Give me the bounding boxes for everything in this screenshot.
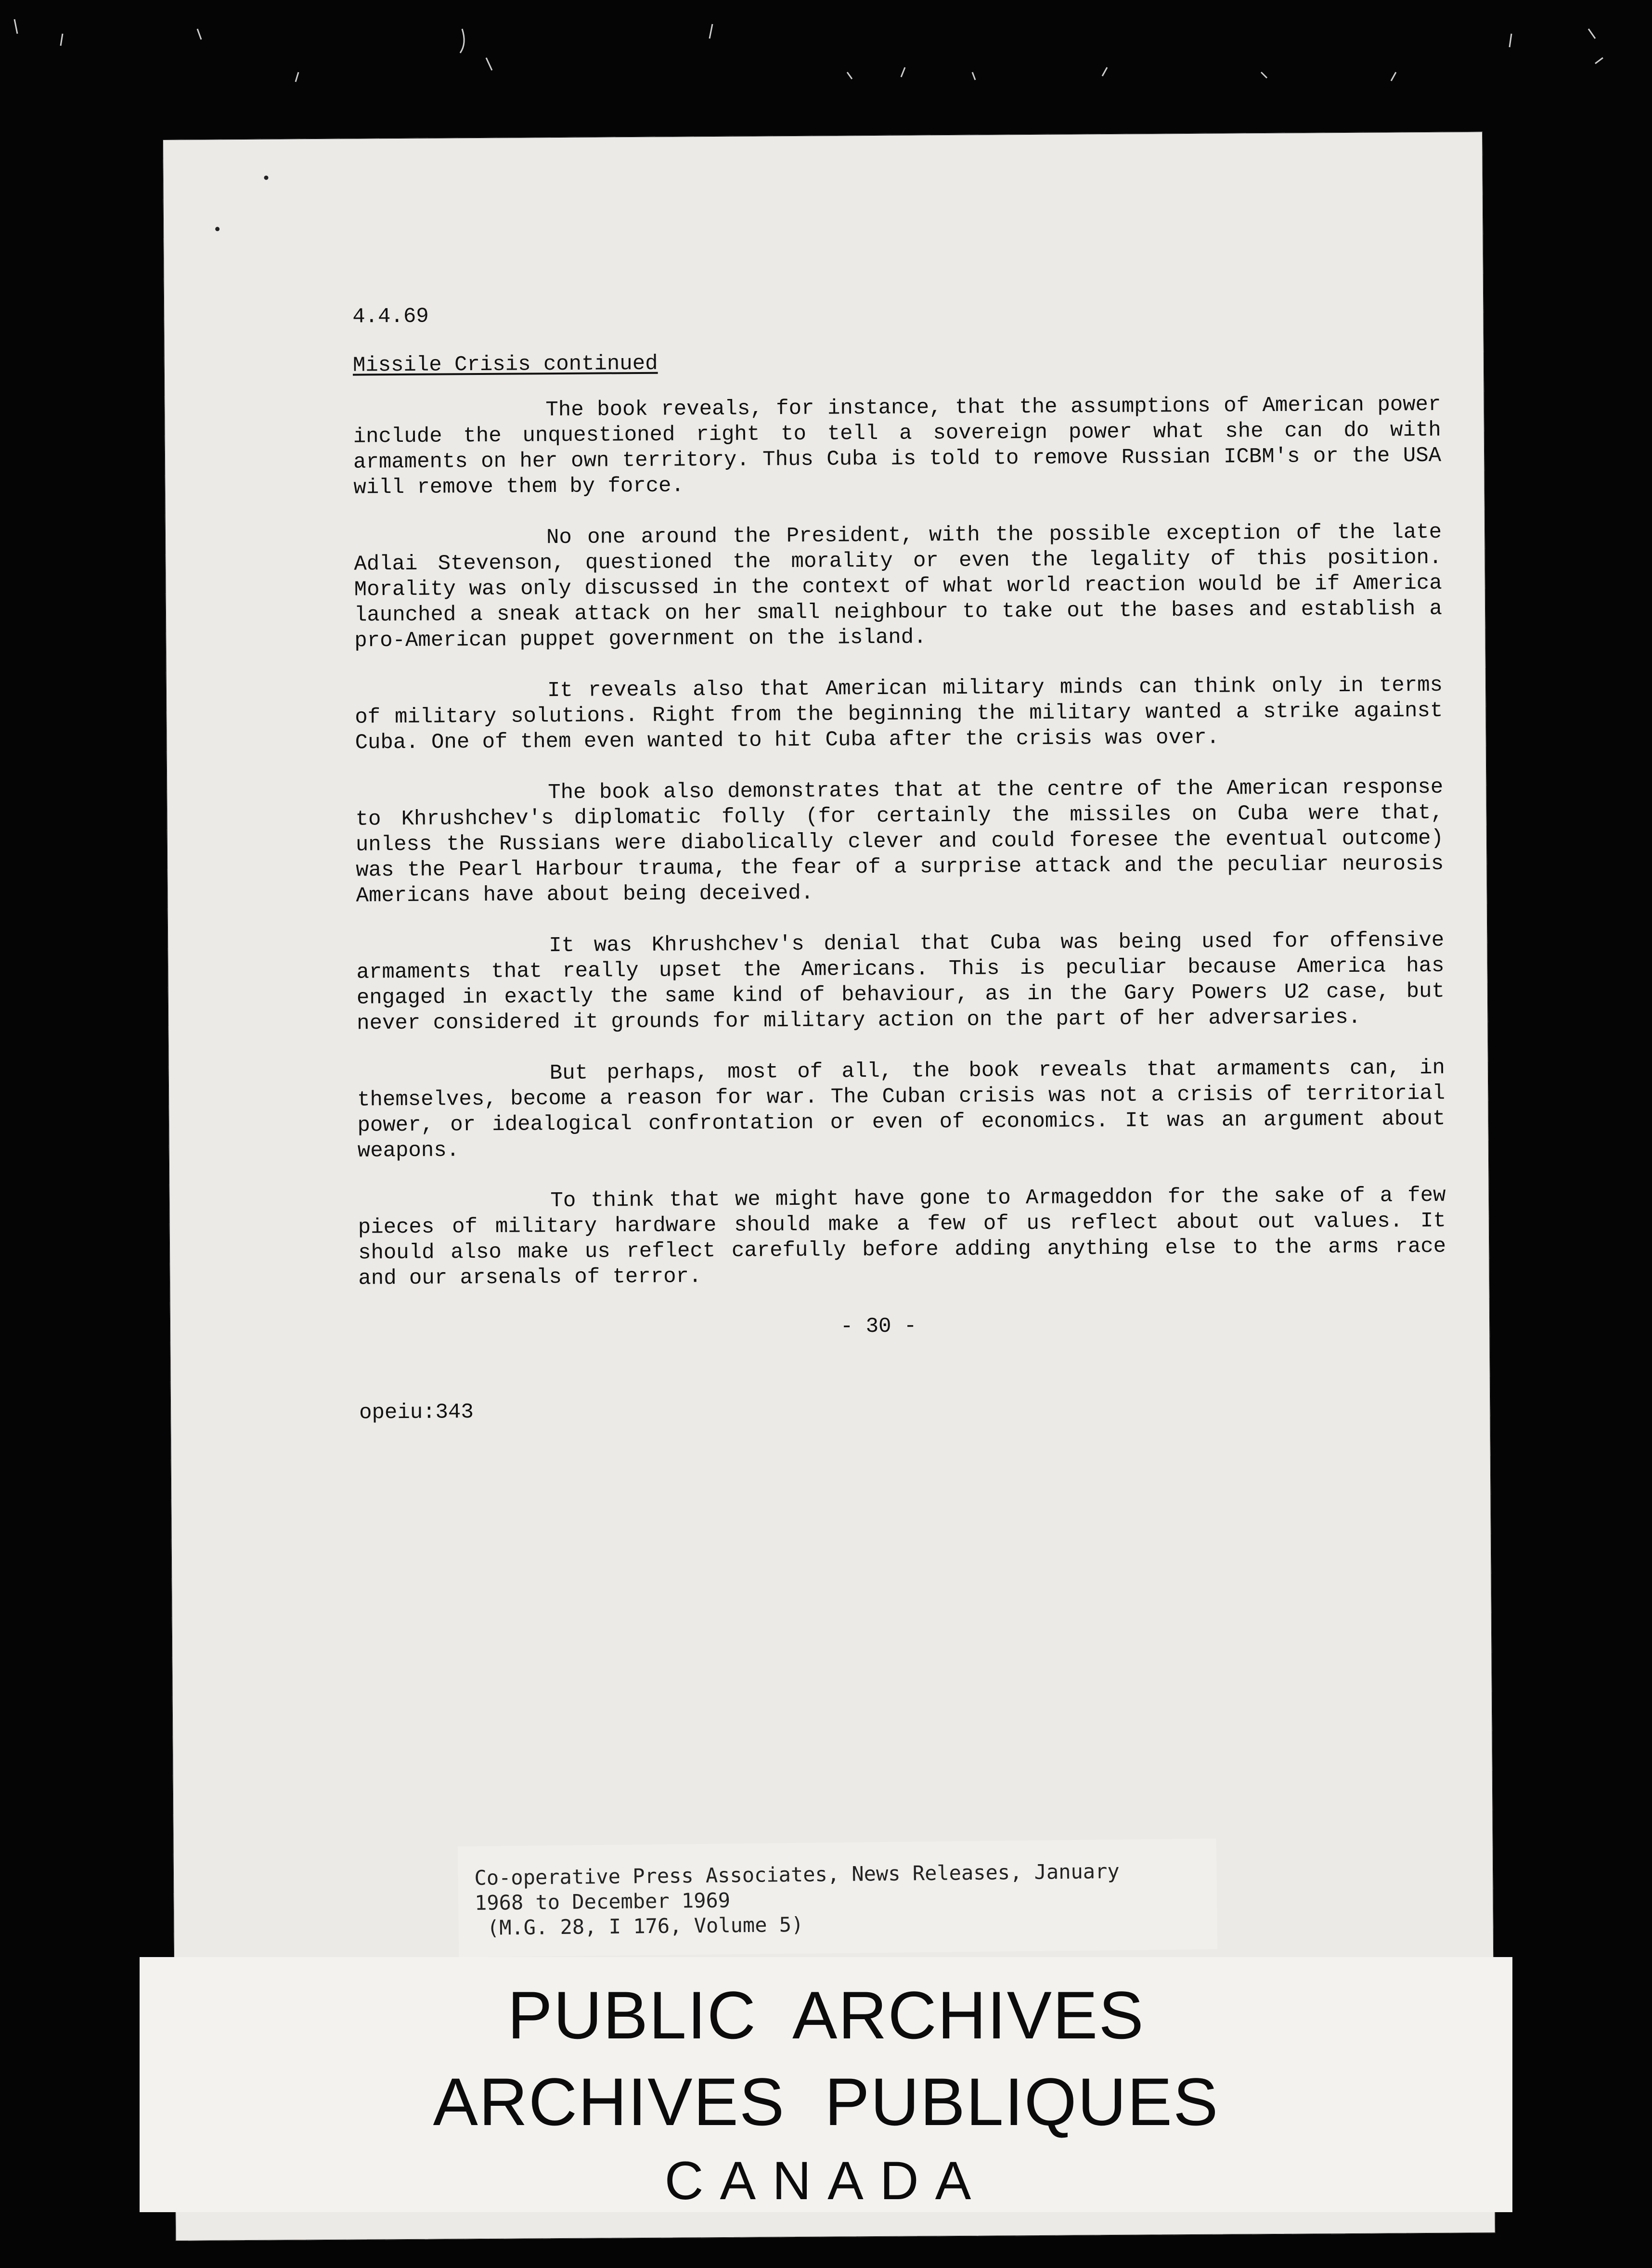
caption-line: (M.G. 28, I 176, Volume 5) (475, 1912, 804, 1940)
source-caption-card (458, 1839, 1217, 1957)
union-code: opeiu:343 (359, 1400, 474, 1425)
paragraph: The book also demonstrates that at the centre of the American response to Khrushchev's diplomatic folly (for certainly the missiles on Cuba were that, unless the Russians were diabolically clever and could foresee the eventual outcome) was the Pearl Harbour trauma, the fear of a surprise attack and the peculiar neurosis Americans have about being deceived. (355, 775, 1444, 908)
document-date: 4.4.69 (352, 304, 429, 329)
source-caption (474, 1858, 1207, 1941)
paragraph: But perhaps, most of all, the book reveals that armaments can, in themselves, become a reason for war. The Cuban crisis was not a crisis of territorial power, or idealogical confrontation or even of economics. It was an argument about weapons. (357, 1056, 1446, 1163)
archive-country: CANADA (664, 2151, 988, 2211)
document-heading: Missile Crisis continued (352, 351, 658, 378)
caption-line: Co-operative Press Associates, News Releases, January (474, 1859, 1120, 1890)
paragraph: It reveals also that American military minds can think only in terms of military solutions. Right from the beginning the military wanted a strike against Cuba. One of them even wanted to hit Cuba after the crisis was over. (355, 673, 1443, 755)
paragraph: No one around the President, with the possible exception of the late Adlai Stevenson, questioned the morality or even the legality of this position. Morality was only discussed in the context of what world reaction would be if America launched a sneak attack on her small neighbour to take out the bases and establish a pro-American puppet government on the island. (354, 520, 1443, 653)
archive-name-english: PUBLIC ARCHIVES (507, 1977, 1145, 2053)
margin-dot (264, 176, 268, 180)
paragraph: It was Khrushchev's denial that Cuba was being used for offensive armaments that really upset the Americans. This is peculiar because America has engaged in exactly the same kind of behaviour, as in the Gary Powers U2 case, but never considered it grounds for military action on the part of her adversaries. (356, 928, 1445, 1036)
margin-dot (215, 227, 219, 231)
page-number: - 30 - (840, 1314, 917, 1339)
paragraph: The book reveals, for instance, that the assumptions of American power include the unquestioned right to tell a sovereign power what she can do with armaments on her own territory. Thus Cuba is told to remove Russian ICBM's or the USA will remove them by force. (353, 392, 1442, 500)
caption-line: 1968 to December 1969 (474, 1888, 731, 1915)
archive-stamp (140, 1957, 1512, 2212)
archive-name-french: ARCHIVES PUBLIQUES (433, 2064, 1219, 2139)
paragraph: To think that we might have gone to Armageddon for the sake of a few pieces of military hardware should make a few of us reflect about out values. It should also make us reflect carefully before adding anything else to the arms race and our arsenals of terror. (358, 1183, 1446, 1291)
document-body (352, 298, 1447, 1426)
film-edge-specks (0, 0, 1652, 144)
